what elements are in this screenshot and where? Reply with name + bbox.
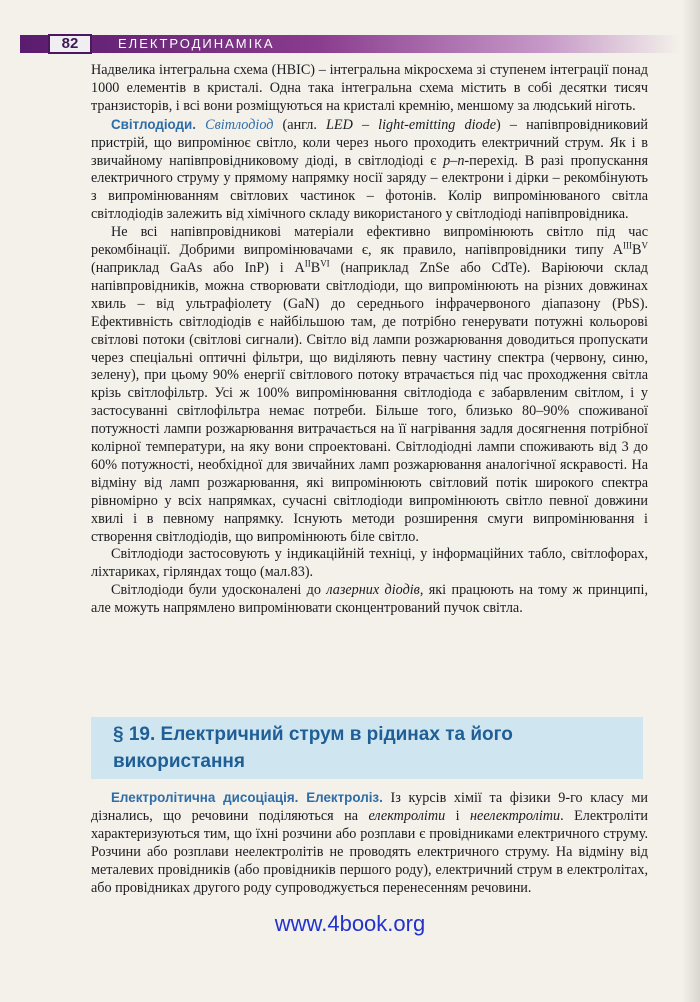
term-led: Світлодіод xyxy=(205,116,274,133)
section-heading: § 19. Електричний струм в рідинах та його використання xyxy=(113,724,513,772)
main-text-top xyxy=(91,62,648,618)
running-header-title: ЕЛЕКТРОДИНАМІКА xyxy=(118,36,275,51)
paragraph-laser-diodes: Світлодіоди були удосконалені до лазерних діодів, які працюють на тому ж принципі, але можуть напрямлено випромінювати сконцентрований пучок світла. xyxy=(91,582,648,617)
paragraph-applications: Світлодіоди застосовують у індикаційній техніці, у інформаційних табло, світлофорах, ліхтариках, гірляндах тощо (мал.83). xyxy=(91,546,648,581)
term-non-electrolytes: неелектроліти xyxy=(470,807,561,824)
paragraph-lead: Електролітична дисоціація. Електроліз. xyxy=(111,790,383,805)
watermark-link[interactable]: www.4book.org xyxy=(274,911,426,936)
paragraph-leds: Світлодіоди. Світлодіод (англ. LED – light-emitting diode) – напівпровідниковий пристрій, що випромінює світло, коли через нього проходить електричний струм. Як і в звичайному напівпровідниковому діоді, в світлодіоді є p–n-перехід. В разі пропускання електричного струму у прямому напрямку носії заряду – електрони і дірки – рекомбінують з випромінюванням світлових частинок – фотонів. Колір випромінюваного світла світлодіодів залежить від хімічного складу використаного у світлодіоді напівпровідника. xyxy=(91,116,649,223)
page-number: 82 xyxy=(48,34,92,54)
paragraph-nvis: Надвелика інтегральна схема (НВІС) – інтегральна мікросхема зі ступенем інтеграції понад 1000 елементів в кристалі. Одна така інтегральна схема містить в собі десятки тисяч транзисторів, і всі вони розміщуються на кристалі кремнію, меншому за людський ніготь. xyxy=(91,62,648,114)
paragraph-electrolysis: Електролітична дисоціація. Електроліз. Із курсів хімії та фізики 9-го класу ми дізнались, що речовини поділяються на електроліти і неелектроліти. Електроліти характеризуються тим, що їхні розчини або розплави є провідниками електричного струму. Розчини або розплави неелектролітів не проводять електричного струму. На відміну від металевих провідників (або провідників першого роду), електричний струм в електролітах, або провідниках другого роду супроводжується перенесенням речовини. xyxy=(91,790,649,896)
main-text-bottom xyxy=(91,789,648,897)
paragraph-materials: Не всі напівпровідникові матеріали ефективно випромінюють світло під час рекомбінації. Добрими випромінювачами є, як правило, напівпровідники типу $A^{III}B^V$ (наприклад GaAs або InP) і $A^{II}B^{VI}$ (наприклад ZnSe або CdTe). Варіюючи склад напівпровідників, можна створювати світлодіоди, що випромінюють на різних довжинах хвиль – від ультрафіолету (GaN) до середнього інфрачервоного діапазону (PbS). Ефективність світлодіодів є найбільшою там, де потрібно генерувати потужні кольорові світлові потоки (світлові сигнали). Світло від лампи розжарювання доводиться пропускати через спеціальні оптичні фільтри, що виділяють певну частину спектра (червону, синю, зелену), при цьому 90% енергії світлового потоку втрачається під час проходження світла крізь світлофільтр. Усі ж 100% випромінювання світлодіода є забарвленим світлом, і у застосуванні світлофільтра немає потреби. Більше того, близько 80–90% споживаної потужності лампи розжарювання витрачається на її нагрівання задля досягнення потрібної колірної температури, на яку вони спроектовані. Світлодіодні лампи споживають від 3 до 60% потужності, необхідної для звичайних ламп розжарювання аналогічної яскравості. На відміну від ламп розжарювання, які випромінюють світловий потік широкого спектра рівномірно у всіх напрямках, сучасні світлодіоди випромінюють світло певної довжини хвилі і в певному напрямку. Існують методи розширення смуги випромінювання і створення світлодіодів, що випромінюють біле світло. xyxy=(91,224,648,545)
paragraph-lead: Світлодіоди. xyxy=(111,116,197,132)
english-term: LED – light-emitting diode xyxy=(326,116,497,133)
term-electrolytes: електроліти xyxy=(368,807,446,824)
page-edge-shadow xyxy=(682,0,700,1002)
term-laser-diodes: лазерних діодів xyxy=(326,582,420,599)
